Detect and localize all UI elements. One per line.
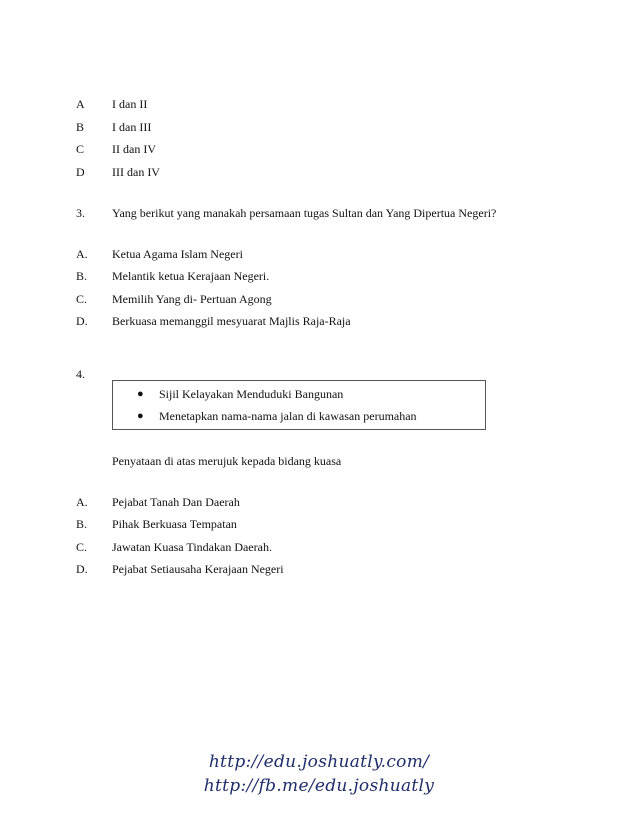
statement-box [112, 380, 486, 430]
question-number: 3. [76, 206, 85, 220]
option-text: III dan IV [112, 165, 160, 179]
statement-text: Penyataan di atas merujuk kepada bidang kuasa [112, 454, 342, 468]
footer-link-facebook[interactable]: http://fb.me/edu.joshuatly [203, 776, 435, 796]
option-letter: C. [76, 292, 88, 306]
option-text: I dan II [112, 97, 148, 111]
option-letter: B [76, 120, 85, 134]
option-letter: C. [76, 540, 88, 554]
option-letter: D [76, 165, 85, 179]
bullet-icon: ● [137, 410, 144, 422]
option-text: Jawatan Kuasa Tindakan Daerah. [112, 540, 272, 554]
option-text: II dan IV [112, 142, 156, 156]
option-letter: A [76, 97, 85, 111]
question-text: Yang berikut yang manakah persamaan tugas Sultan dan Yang Dipertua Negeri? [112, 206, 497, 220]
option-letter: A. [76, 247, 88, 261]
bullet-text: Sijil Kelayakan Menduduki Bangunan [159, 387, 344, 401]
option-text: Pejabat Setiausaha Kerajaan Negeri [112, 562, 284, 576]
option-text: I dan III [112, 120, 152, 134]
option-text: Berkuasa memanggil mesyuarat Majlis Raja-Raja [112, 314, 351, 328]
option-letter: A. [76, 495, 88, 509]
option-letter: C [76, 142, 85, 156]
option-text: Memilih Yang di- Pertuan Agong [112, 292, 272, 306]
option-letter: D. [76, 562, 88, 576]
bullet-icon: ● [137, 388, 144, 400]
option-letter: B. [76, 517, 88, 531]
option-text: Ketua Agama Islam Negeri [112, 247, 243, 261]
option-text: Melantik ketua Kerajaan Negeri. [112, 269, 270, 283]
option-text: Pejabat Tanah Dan Daerah [112, 495, 240, 509]
option-letter: B. [76, 269, 88, 283]
bullet-text: Menetapkan nama-nama jalan di kawasan perumahan [159, 409, 417, 423]
option-text: Pihak Berkuasa Tempatan [112, 517, 237, 531]
option-letter: D. [76, 314, 88, 328]
question-number: 4. [76, 367, 85, 381]
footer-link-site[interactable]: http://edu.joshuatly.com/ [208, 752, 430, 772]
